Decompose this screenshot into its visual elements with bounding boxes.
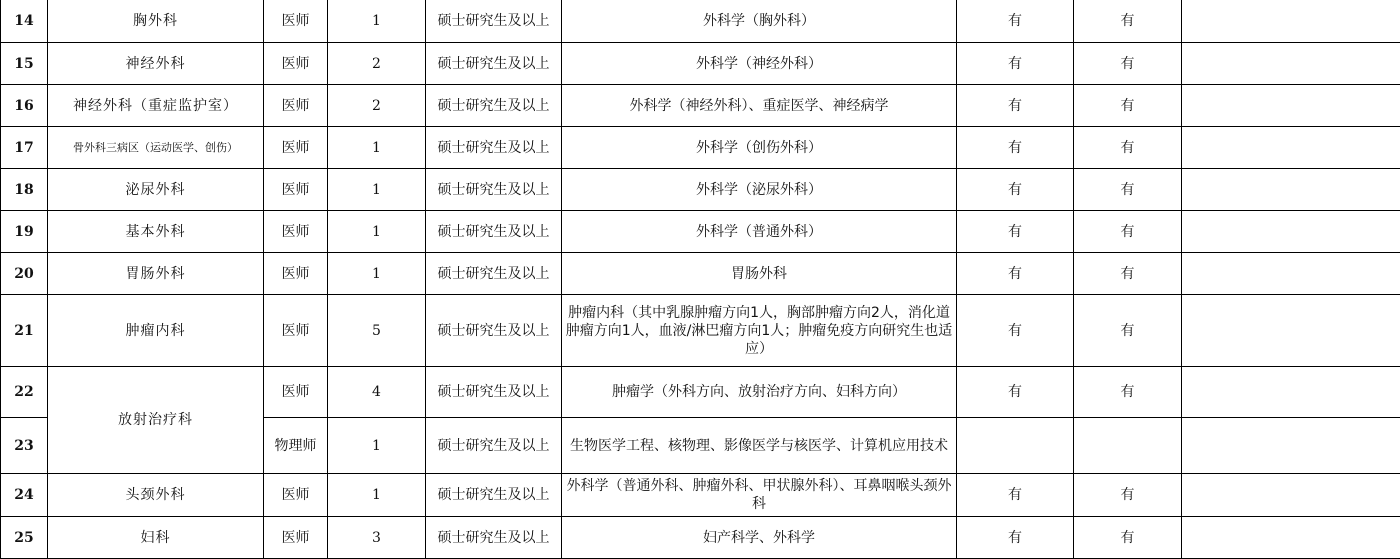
- requirement-a-cell: 有: [957, 253, 1074, 295]
- department-cell: 妇科: [48, 517, 264, 559]
- row-number: 23: [1, 418, 48, 474]
- major-cell: 生物医学工程、核物理、影像医学与核医学、计算机应用技术: [562, 418, 957, 474]
- requirement-b-cell: 有: [1074, 211, 1182, 253]
- position-cell: 医师: [264, 211, 328, 253]
- department-cell: 肿瘤内科: [48, 295, 264, 367]
- position-cell: 医师: [264, 43, 328, 85]
- requirement-a-cell: 有: [957, 367, 1074, 418]
- requirement-b-cell: 有: [1074, 295, 1182, 367]
- requirement-b-cell: 有: [1074, 169, 1182, 211]
- requirement-a-cell: 有: [957, 127, 1074, 169]
- department-cell: 基本外科: [48, 211, 264, 253]
- requirement-a-cell: 有: [957, 295, 1074, 367]
- table-row: [1, 0, 1400, 43]
- position-cell: 医师: [264, 169, 328, 211]
- row-number: 25: [1, 517, 48, 559]
- table-row: [1, 253, 1400, 295]
- remarks-cell: [1182, 295, 1400, 367]
- education-cell: 硕士研究生及以上: [426, 517, 562, 559]
- major-cell: 外科学（普通外科）: [562, 211, 957, 253]
- headcount-cell: 2: [328, 43, 426, 85]
- headcount-cell: 1: [328, 127, 426, 169]
- requirement-a-cell: [957, 418, 1074, 474]
- requirement-b-cell: [1074, 418, 1182, 474]
- major-cell: 肿瘤内科（其中乳腺肿瘤方向1人，胸部肿瘤方向2人，消化道肿瘤方向1人，血液/淋巴瘤方向1人；肿瘤免疫方向研究生也适应）: [562, 295, 957, 367]
- remarks-cell: [1182, 169, 1400, 211]
- requirement-a-cell: 有: [957, 517, 1074, 559]
- headcount-cell: 2: [328, 85, 426, 127]
- major-cell: 外科学（普通外科、肿瘤外科、甲状腺外科）、耳鼻咽喉头颈外科: [562, 474, 957, 517]
- department-cell: 胸外科: [48, 0, 264, 43]
- remarks-cell: [1182, 418, 1400, 474]
- headcount-cell: 1: [328, 418, 426, 474]
- education-cell: 硕士研究生及以上: [426, 211, 562, 253]
- headcount-cell: 3: [328, 517, 426, 559]
- remarks-cell: [1182, 367, 1400, 418]
- position-cell: 医师: [264, 0, 328, 43]
- requirement-b-cell: 有: [1074, 85, 1182, 127]
- remarks-cell: [1182, 127, 1400, 169]
- major-cell: 外科学（神经外科）: [562, 43, 957, 85]
- education-cell: 硕士研究生及以上: [426, 474, 562, 517]
- requirement-b-cell: 有: [1074, 367, 1182, 418]
- education-cell: 硕士研究生及以上: [426, 253, 562, 295]
- remarks-cell: [1182, 85, 1400, 127]
- requirement-b-cell: 有: [1074, 253, 1182, 295]
- table-row: [1, 474, 1400, 517]
- remarks-cell: [1182, 0, 1400, 43]
- department-cell: 泌尿外科: [48, 169, 264, 211]
- headcount-cell: 5: [328, 295, 426, 367]
- department-cell: 胃肠外科: [48, 253, 264, 295]
- position-cell: 医师: [264, 253, 328, 295]
- table-row: [1, 295, 1400, 367]
- position-cell: 物理师: [264, 418, 328, 474]
- headcount-cell: 1: [328, 0, 426, 43]
- remarks-cell: [1182, 211, 1400, 253]
- department-cell: 神经外科: [48, 43, 264, 85]
- education-cell: 硕士研究生及以上: [426, 295, 562, 367]
- major-cell: 肿瘤学（外科方向、放射治疗方向、妇科方向）: [562, 367, 957, 418]
- remarks-cell: [1182, 253, 1400, 295]
- requirement-a-cell: 有: [957, 211, 1074, 253]
- position-cell: 医师: [264, 295, 328, 367]
- table-row: [1, 211, 1400, 253]
- department-cell: 骨外科三病区（运动医学、创伤）: [48, 127, 264, 169]
- requirement-b-cell: 有: [1074, 43, 1182, 85]
- table-row: [1, 127, 1400, 169]
- department-cell: 头颈外科: [48, 474, 264, 517]
- requirement-a-cell: 有: [957, 85, 1074, 127]
- education-cell: 硕士研究生及以上: [426, 85, 562, 127]
- row-number: 16: [1, 85, 48, 127]
- headcount-cell: 4: [328, 367, 426, 418]
- major-cell: 外科学（神经外科）、重症医学、神经病学: [562, 85, 957, 127]
- table-row: [1, 169, 1400, 211]
- headcount-cell: 1: [328, 474, 426, 517]
- requirement-b-cell: 有: [1074, 517, 1182, 559]
- row-number: 20: [1, 253, 48, 295]
- education-cell: 硕士研究生及以上: [426, 169, 562, 211]
- table-row: [1, 517, 1400, 559]
- position-cell: 医师: [264, 367, 328, 418]
- department-cell: 放射治疗科: [48, 367, 264, 474]
- requirement-a-cell: 有: [957, 169, 1074, 211]
- department-cell: 神经外科（重症监护室）: [48, 85, 264, 127]
- headcount-cell: 1: [328, 211, 426, 253]
- table-row: [1, 367, 1400, 418]
- row-number: 14: [1, 0, 48, 43]
- education-cell: 硕士研究生及以上: [426, 0, 562, 43]
- education-cell: 硕士研究生及以上: [426, 418, 562, 474]
- requirement-a-cell: 有: [957, 43, 1074, 85]
- requirement-b-cell: 有: [1074, 127, 1182, 169]
- major-cell: 外科学（胸外科）: [562, 0, 957, 43]
- major-cell: 胃肠外科: [562, 253, 957, 295]
- position-cell: 医师: [264, 474, 328, 517]
- position-cell: 医师: [264, 127, 328, 169]
- requirement-b-cell: 有: [1074, 0, 1182, 43]
- table-row: [1, 43, 1400, 85]
- table-row: [1, 85, 1400, 127]
- row-number: 17: [1, 127, 48, 169]
- remarks-cell: [1182, 43, 1400, 85]
- requirement-a-cell: 有: [957, 474, 1074, 517]
- major-cell: 外科学（泌尿外科）: [562, 169, 957, 211]
- headcount-cell: 1: [328, 253, 426, 295]
- headcount-cell: 1: [328, 169, 426, 211]
- requirement-b-cell: 有: [1074, 474, 1182, 517]
- row-number: 19: [1, 211, 48, 253]
- education-cell: 硕士研究生及以上: [426, 367, 562, 418]
- row-number: 24: [1, 474, 48, 517]
- remarks-cell: [1182, 517, 1400, 559]
- requirement-a-cell: 有: [957, 0, 1074, 43]
- major-cell: 外科学（创伤外科）: [562, 127, 957, 169]
- row-number: 21: [1, 295, 48, 367]
- position-cell: 医师: [264, 517, 328, 559]
- position-cell: 医师: [264, 85, 328, 127]
- remarks-cell: [1182, 474, 1400, 517]
- row-number: 22: [1, 367, 48, 418]
- education-cell: 硕士研究生及以上: [426, 43, 562, 85]
- row-number: 18: [1, 169, 48, 211]
- row-number: 15: [1, 43, 48, 85]
- education-cell: 硕士研究生及以上: [426, 127, 562, 169]
- major-cell: 妇产科学、外科学: [562, 517, 957, 559]
